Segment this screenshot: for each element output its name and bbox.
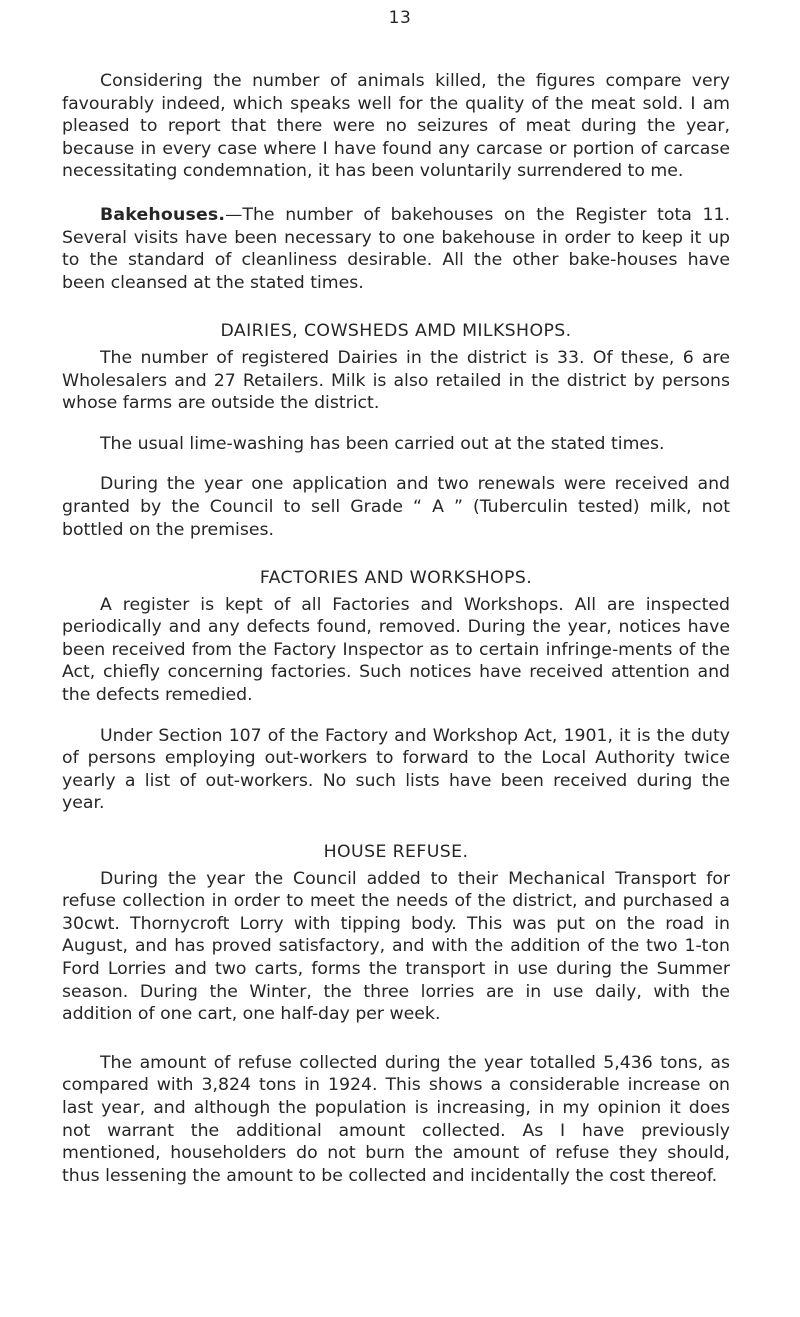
refuse-paragraph-2: The amount of refuse collected during the year totalled 5,436 tons, as compared with 3,824 tons in 1924. This shows a considerable increase on last year, and although the population is increasing, in my opinion it does not warrant the additional amount collected. As I have previously mentioned, householders do not burn the amount of refuse they should, thus lessening the amount to be collected and incidentally the cost thereof. (62, 1052, 730, 1186)
refuse-paragraph-1: During the year the Council added to their Mechanical Transport for refuse collection in order to meet the needs of the district, and purchased a 30cwt. Thornycroft Lorry with tipping body. This was put on the road in August, and has proved satisfactory, and with the addition of the two 1-ton Ford Lorries and two carts, forms the transport in use during the Summer season. During the Winter, the three lorries are in use daily, with the addition of one cart, one half-day per week. (62, 868, 730, 1025)
factories-heading: FACTORIES AND WORKSHOPS. (259, 568, 533, 589)
document-body (62, 70, 730, 1187)
bakehouses-paragraph (62, 204, 730, 294)
refuse-heading: HOUSE REFUSE. (323, 842, 469, 863)
dairies-paragraph-2: The usual lime-washing has been carried out at the stated times. (100, 433, 665, 454)
dairies-paragraph-1: The number of registered Dairies in the district is 33. Of these, 6 are Wholesalers and 27 Retailers. Milk is also retailed in the district by persons whose farms are outside the district. (62, 347, 730, 414)
meat-paragraph: Considering the number of animals killed, the figures compare very favourably indeed, which speaks well for the quality of the meat sold. I am pleased to report that there were no seizures of meat during the year, because in every case where I have found any carcase or portion of carcase necessitating condemnation, it has been voluntarily surrendered to me. (62, 71, 730, 182)
dairies-paragraph-3: During the year one application and two renewals were received and granted by the Council to sell Grade “ A ” (Tuberculin tested) milk, not bottled on the premises. (62, 474, 730, 540)
page-number: 13 (388, 8, 412, 28)
factories-paragraph-1: A register is kept of all Factories and Workshops. All are inspected periodically and any defects found, removed. During the year, notices have been received from the Factory Inspector as to certain infringe-ments of the Act, chiefly concerning factories. Such notices have received attention and the defects remedied. (62, 594, 730, 706)
bakehouses-text: —The number of bakehouses on the Register tota 11. Several visits have been necessary to one bakehouse in order to keep it up to the standard of cleanliness desirable. All the other bake-houses have been cleansed at the stated times. (62, 204, 730, 293)
dairies-heading: DAIRIES, COWSHEDS AMD MILKSHOPS. (220, 321, 572, 342)
bakehouses-heading: Bakehouses. (100, 204, 226, 225)
factories-paragraph-2: Under Section 107 of the Factory and Workshop Act, 1901, it is the duty of persons employing out-workers to forward to the Local Authority twice yearly a list of out-workers. No such lists have been received during the year. (62, 725, 730, 814)
